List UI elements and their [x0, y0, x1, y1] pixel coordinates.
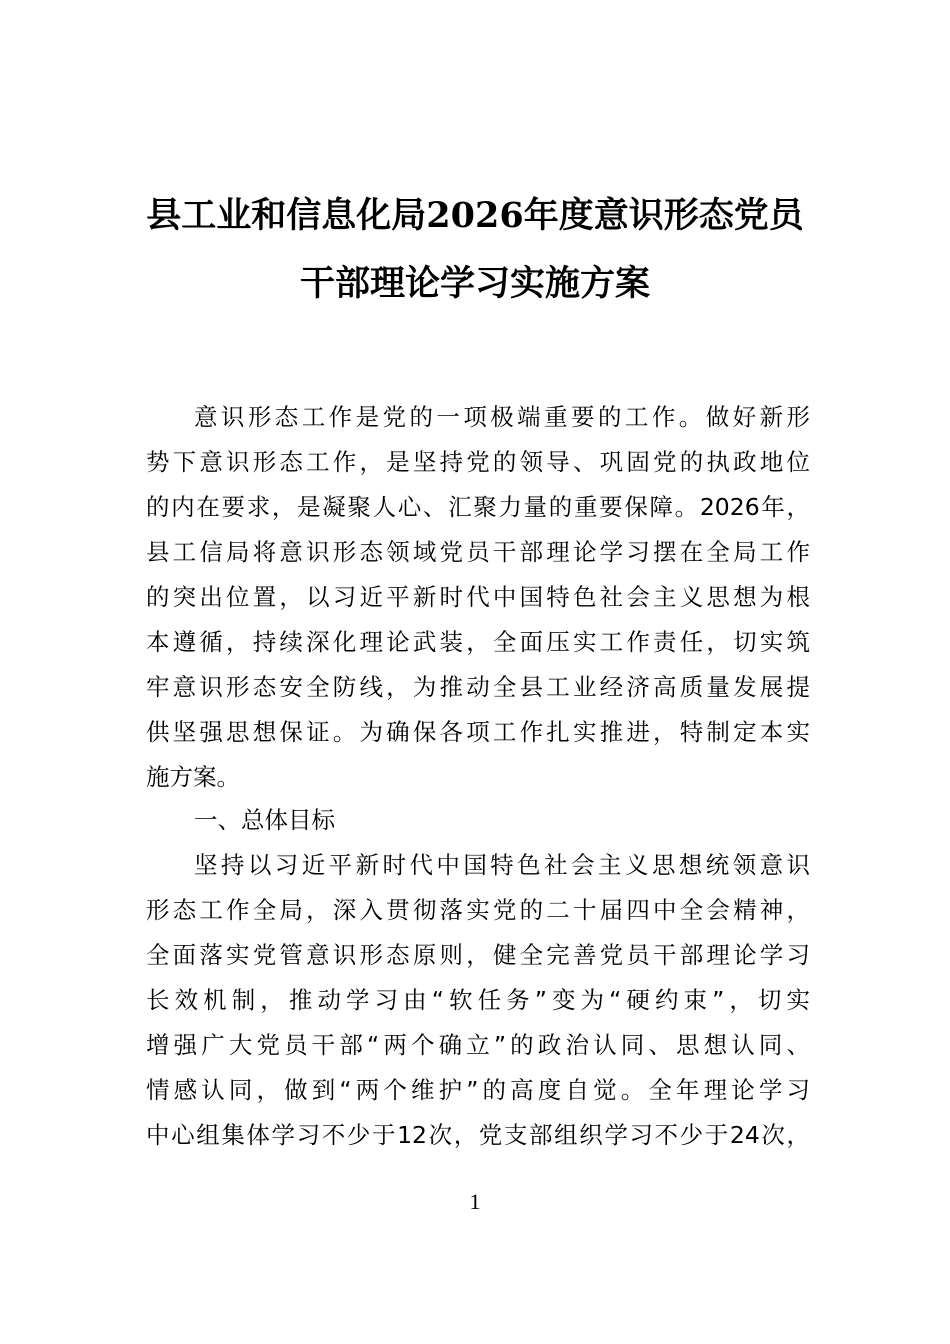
intro-paragraph-line: 势下意识形态工作，是坚持党的领导、巩固党的执政地位: [146, 448, 810, 476]
intro-paragraph-line: 供坚强思想保证。为确保各项工作扎实推进，特制定本实: [146, 718, 810, 746]
document-title-line-1: 县工业和信息化局2026年度意识形态党员: [146, 195, 804, 236]
section-paragraph-line: 情感认同，做到“两个维护”的高度自觉。全年理论学习: [146, 1076, 810, 1104]
intro-paragraph-line: 意识形态工作是党的一项极端重要的工作。做好新形: [194, 403, 810, 431]
section-paragraph-line: 长效机制，推动学习由“软任务”变为“硬约束”，切实: [146, 986, 810, 1014]
intro-paragraph-line: 县工信局将意识形态领域党员干部理论学习摆在全局工作: [146, 538, 810, 566]
intro-paragraph-line: 施方案。: [146, 763, 240, 791]
intro-paragraph-line: 的内在要求，是凝聚人心、汇聚力量的重要保障。2026年，: [146, 493, 810, 521]
intro-paragraph-line: 本遵循，持续深化理论武装，全面压实工作责任，切实筑: [146, 628, 810, 656]
section-paragraph-line: 全面落实党管意识形态原则，健全完善党员干部理论学习: [146, 941, 810, 969]
intro-paragraph-line: 的突出位置，以习近平新时代中国特色社会主义思想为根: [146, 583, 810, 611]
section-heading-overall-goal: 一、总体目标: [194, 806, 335, 834]
section-paragraph-line: 形态工作全局，深入贯彻落实党的二十届四中全会精神，: [146, 896, 810, 924]
page-number: 1: [469, 1189, 481, 1214]
section-paragraph-line: 中心组集体学习不少于12次，党支部组织学习不少于24次，: [146, 1121, 810, 1149]
intro-paragraph-line: 牢意识形态安全防线，为推动全县工业经济高质量发展提: [146, 673, 810, 701]
section-paragraph-line: 增强广大党员干部“两个确立”的政治认同、思想认同、: [146, 1031, 810, 1059]
document-title-line-2: 干部理论学习实施方案: [299, 263, 650, 304]
section-paragraph-line: 坚持以习近平新时代中国特色社会主义思想统领意识: [194, 851, 810, 879]
